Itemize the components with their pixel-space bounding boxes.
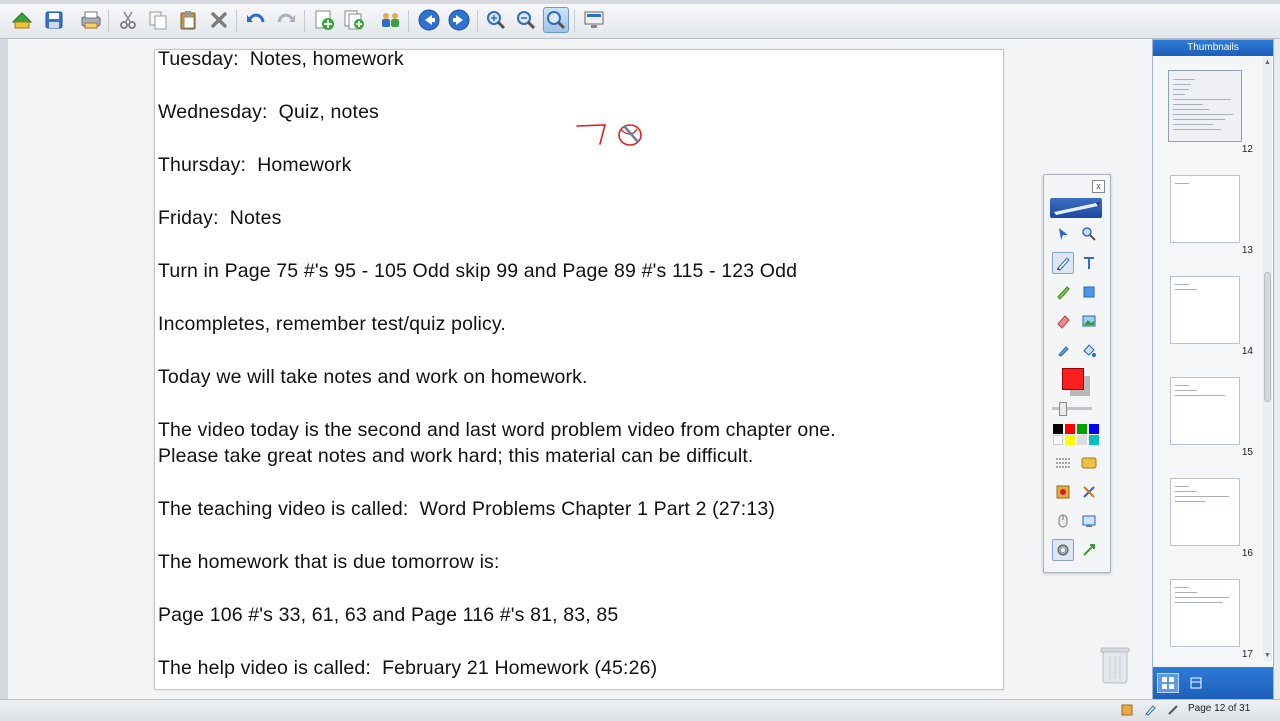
zoom-in-icon[interactable] <box>483 7 509 33</box>
toolbar-separator <box>477 10 478 32</box>
text-line: Today we will take notes and work on homework. <box>158 366 588 388</box>
text-line: Wednesday: Quiz, notes <box>158 101 379 123</box>
tray-close-button[interactable]: x <box>1092 180 1105 193</box>
tools-icon[interactable] <box>1078 481 1100 503</box>
pen-status-icon[interactable] <box>1143 703 1157 717</box>
thumbnail-page-number: 12 <box>1241 144 1253 155</box>
save-icon[interactable] <box>41 7 67 33</box>
toolbar-separator <box>108 10 109 32</box>
zoom-fit-icon[interactable] <box>543 7 569 33</box>
mouse-icon[interactable] <box>1052 510 1074 532</box>
delete-icon[interactable] <box>206 7 232 33</box>
text-line: Page 106 #'s 33, 61, 63 and Page 116 #'s 81, 83, 85 <box>158 604 619 626</box>
palette-swatch[interactable] <box>1077 424 1087 434</box>
thumb-text-line <box>1173 129 1221 130</box>
highlighter-icon[interactable] <box>1052 281 1074 303</box>
thumbnail-page[interactable] <box>1168 70 1242 142</box>
text-line: Turn in Page 75 #'s 95 - 105 Odd skip 99 and Page 89 #'s 115 - 123 Odd <box>158 260 798 282</box>
thumbnail-page[interactable] <box>1170 478 1240 546</box>
fill-tool-icon[interactable] <box>1078 339 1100 361</box>
scrollbar-thumb[interactable] <box>1264 272 1271 402</box>
thumb-text-line <box>1175 602 1223 603</box>
thumbnail-page-number: 16 <box>1241 548 1253 559</box>
text-line: Please take great notes and work hard; this material can be difficult. <box>158 445 754 467</box>
line-style-icon[interactable] <box>1052 452 1074 474</box>
thumbnail-page-number: 13 <box>1241 245 1253 256</box>
settings-icon[interactable] <box>1052 539 1074 561</box>
pen-tray[interactable] <box>1043 174 1111 573</box>
tools-status-icon[interactable] <box>1166 703 1180 717</box>
palette-swatch[interactable] <box>1065 424 1075 434</box>
grid-view-icon[interactable] <box>1157 673 1179 693</box>
thumb-text-line <box>1173 114 1233 115</box>
main-toolbar <box>0 4 1280 39</box>
record-status-icon[interactable] <box>1120 703 1134 717</box>
screen-capture-icon[interactable] <box>1078 510 1100 532</box>
color-palette <box>1053 424 1101 446</box>
thumb-text-line <box>1173 104 1203 105</box>
thumb-text-line <box>1175 597 1229 598</box>
select-arrow-icon[interactable] <box>1052 223 1074 245</box>
thumbnail-list <box>1153 57 1261 661</box>
copy-icon[interactable] <box>145 7 171 33</box>
thumb-text-line <box>1175 491 1197 492</box>
forward-icon[interactable] <box>446 7 472 33</box>
zoom-tool-icon[interactable] <box>1078 223 1100 245</box>
palette-swatch[interactable] <box>1077 435 1087 445</box>
text-tool-icon[interactable] <box>1078 252 1100 274</box>
text-line: The homework that is due tomorrow is: <box>158 551 500 573</box>
scroll-up-arrow[interactable]: ▲ <box>1264 59 1271 66</box>
thumb-text-line <box>1173 89 1189 90</box>
pen-tool-icon[interactable] <box>1052 252 1074 274</box>
record-icon[interactable] <box>1052 481 1074 503</box>
thumbnail-page[interactable] <box>1170 377 1240 445</box>
thumb-text-line <box>1173 99 1231 100</box>
thumbnail-page-number: 17 <box>1241 649 1253 660</box>
text-line: Friday: Notes <box>158 207 282 229</box>
text-line: The teaching video is called: Word Problems Chapter 1 Part 2 (27:13) <box>158 498 775 520</box>
thumbnail-scrollbar[interactable] <box>1263 57 1272 661</box>
users-icon[interactable] <box>378 7 404 33</box>
palette-swatch[interactable] <box>1089 424 1099 434</box>
thumbnail-panel <box>1152 39 1274 701</box>
pen-preview <box>1050 198 1102 218</box>
thumb-text-line <box>1175 587 1189 588</box>
width-slider[interactable] <box>1052 407 1092 410</box>
page-list-icon[interactable] <box>1185 673 1207 693</box>
text-line: Thursday: Homework <box>158 154 352 176</box>
thumb-text-line <box>1175 183 1189 184</box>
dropper-icon[interactable] <box>1052 339 1074 361</box>
eraser-icon[interactable] <box>1052 310 1074 332</box>
export-icon[interactable] <box>1078 539 1100 561</box>
thumb-text-line <box>1175 390 1197 391</box>
thumb-text-line <box>1175 289 1197 290</box>
text-line: The help video is called: February 21 Homework (45:26) <box>158 657 658 679</box>
image-tool-icon[interactable] <box>1078 310 1100 332</box>
thumb-text-line <box>1173 79 1195 80</box>
screen-icon[interactable] <box>581 7 607 33</box>
text-line: Tuesday: Notes, homework <box>158 49 404 70</box>
shape-tool-icon[interactable] <box>1078 281 1100 303</box>
text-line: Incompletes, remember test/quiz policy. <box>158 313 506 335</box>
thumbnail-page-number: 14 <box>1241 346 1253 357</box>
thumbnail-page[interactable] <box>1170 175 1240 243</box>
duplicate-page-icon[interactable] <box>341 7 367 33</box>
paste-icon[interactable] <box>175 7 201 33</box>
thumb-text-line <box>1175 284 1189 285</box>
thumb-text-line <box>1173 94 1185 95</box>
palette-swatch[interactable] <box>1089 435 1099 445</box>
cut-icon[interactable] <box>115 7 141 33</box>
thumb-text-line <box>1175 501 1205 502</box>
thumb-text-line <box>1173 84 1191 85</box>
undo-icon[interactable] <box>243 7 269 33</box>
width-slider-handle[interactable] <box>1059 402 1067 416</box>
thumb-text-line <box>1173 109 1209 110</box>
new-page-icon[interactable] <box>9 7 35 33</box>
scroll-down-arrow[interactable]: ▼ <box>1264 652 1271 659</box>
thumbnail-page-number: 15 <box>1241 447 1253 458</box>
thumb-text-line <box>1173 119 1225 120</box>
palette-swatch[interactable] <box>1065 435 1075 445</box>
status-bar <box>0 699 1280 721</box>
redo-icon[interactable] <box>273 7 299 33</box>
toolbar-separator <box>574 10 575 32</box>
trash-icon[interactable] <box>1099 645 1131 685</box>
thumb-text-line <box>1173 124 1213 125</box>
add-page-icon[interactable] <box>311 7 337 33</box>
thumb-text-line <box>1175 385 1189 386</box>
thumbnail-page[interactable] <box>1170 276 1240 344</box>
palette-swatch[interactable] <box>1053 424 1063 434</box>
ink-annotation[interactable] <box>574 120 648 150</box>
thumbnail-page[interactable] <box>1170 579 1240 647</box>
current-color-swatch[interactable] <box>1062 368 1084 390</box>
thumb-text-line <box>1175 496 1229 497</box>
print-icon[interactable] <box>78 7 104 33</box>
thumb-text-line <box>1175 395 1225 396</box>
back-icon[interactable] <box>416 7 442 33</box>
thumb-text-line <box>1175 486 1189 487</box>
thumbnail-footer <box>1153 667 1273 700</box>
zoom-out-icon[interactable] <box>513 7 539 33</box>
gallery-icon[interactable] <box>1078 452 1100 474</box>
thumbnail-panel-title: Thumbnails <box>1153 40 1273 56</box>
page-indicator: Page 12 of 31 <box>1188 703 1251 714</box>
palette-swatch[interactable] <box>1053 435 1063 445</box>
toolbar-separator <box>236 10 237 32</box>
toolbar-separator <box>408 10 409 32</box>
toolbar-separator <box>304 10 305 32</box>
thumb-text-line <box>1175 592 1197 593</box>
text-line: The video today is the second and last word problem video from chapter one. <box>158 419 836 441</box>
